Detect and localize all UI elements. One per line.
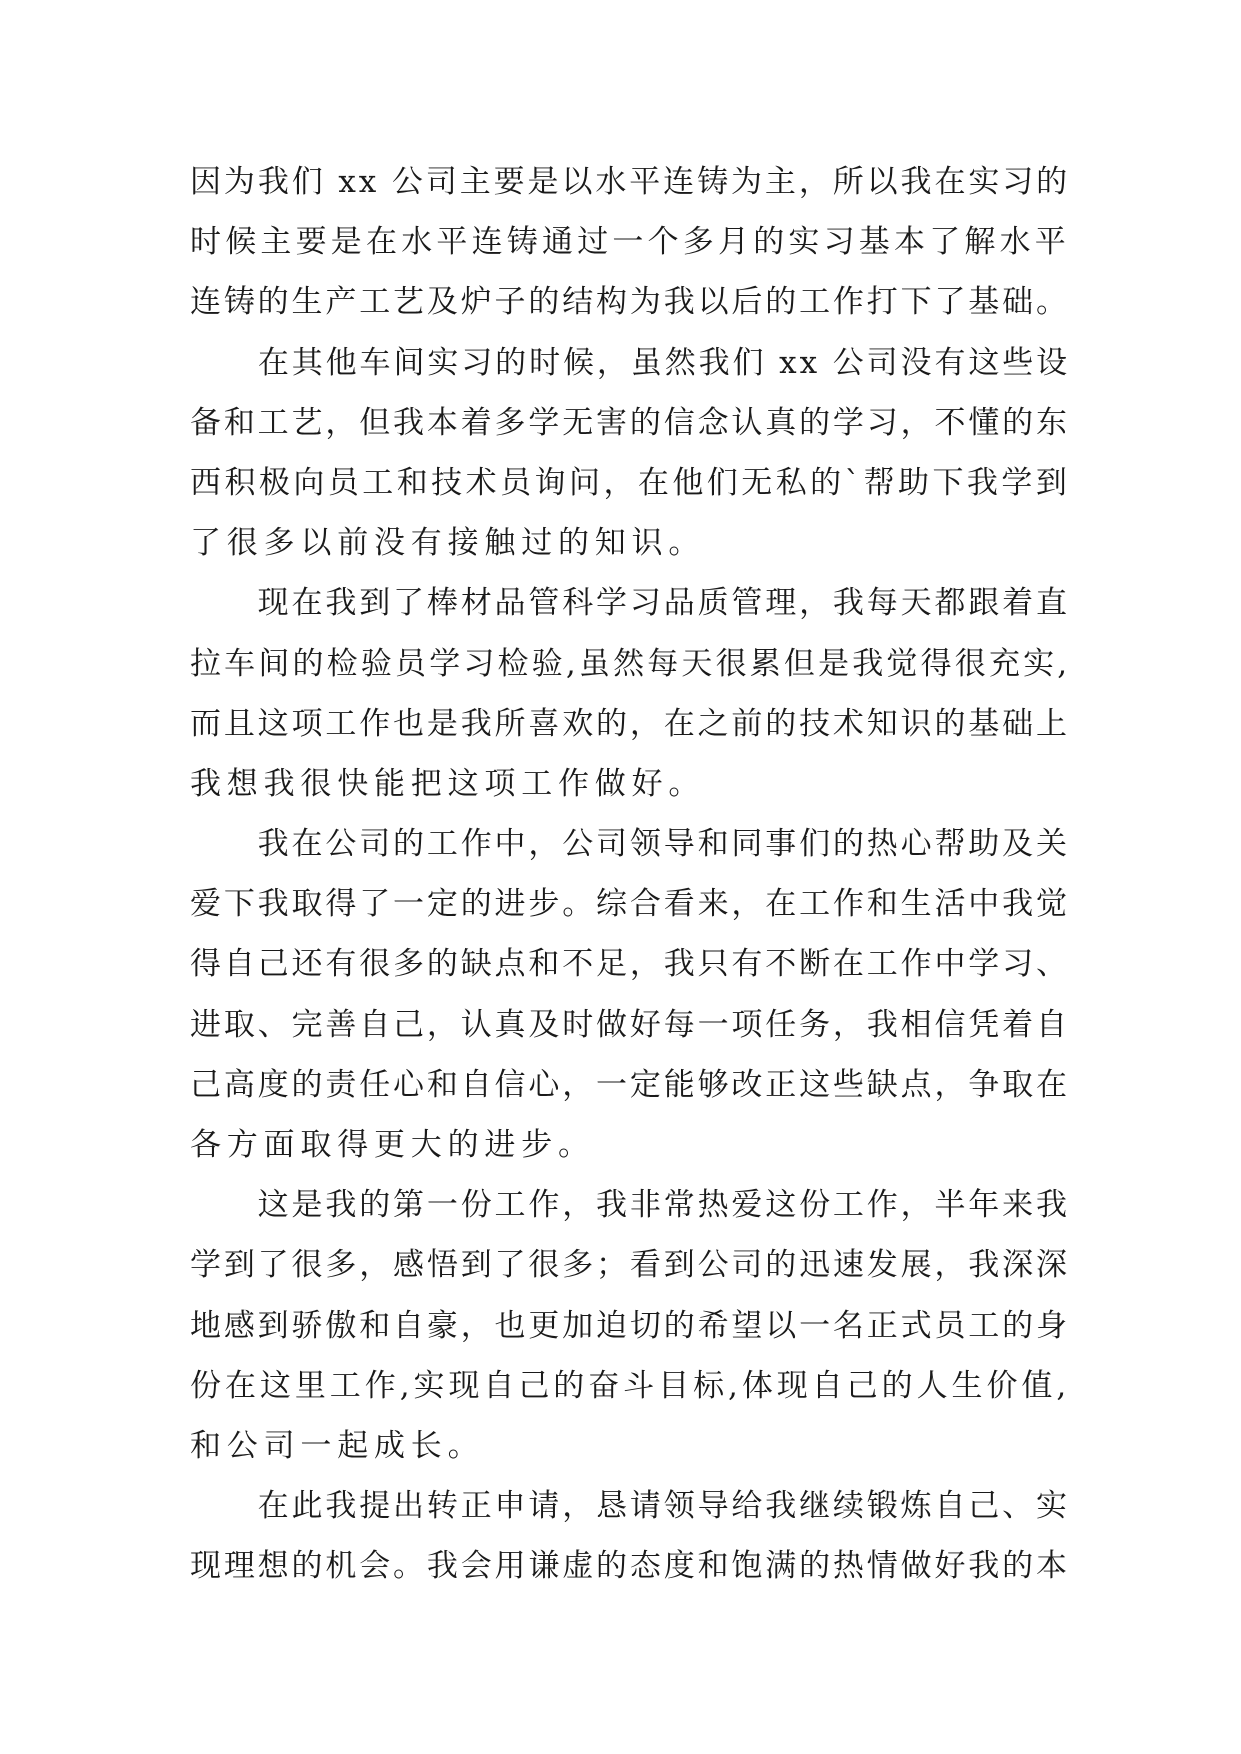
- text-line: 进取、完善自己，认真及时做好每一项任务，我相信凭着自: [190, 1006, 1070, 1043]
- text-line: 西积极向员工和技术员询问，在他们无私的`帮助下我学到: [190, 464, 1071, 501]
- text-line: 在其他车间实习的时候，虽然我们 xx 公司没有这些设: [190, 344, 1071, 381]
- text-line: 爱下我取得了一定的进步。综合看来，在工作和生活中我觉: [190, 886, 1070, 923]
- text-line: 地感到骄傲和自豪，也更加迫切的希望以一名正式员工的身: [190, 1307, 1070, 1344]
- text-line: 我想我很快能把这项工作做好。: [190, 765, 706, 802]
- text-line: 在此我提出转正申请，恳请领导给我继续锻炼自己、实: [190, 1488, 1070, 1525]
- text-line: 各方面取得更大的进步。: [190, 1127, 595, 1163]
- text-line: 备和工艺，但我本着多学无害的信念认真的学习，不懂的东: [190, 404, 1070, 441]
- text-line: 我在公司的工作中，公司领导和同事们的热心帮助及关: [190, 826, 1070, 863]
- text-line: 己高度的责任心和自信心，一定能够改正这些缺点，争取在: [190, 1066, 1070, 1103]
- text-line: 现在我到了棒材品管科学习品质管理，我每天都跟着直: [190, 585, 1070, 622]
- text-line: 连铸的生产工艺及炉子的结构为我以后的工作打下了基础。: [190, 284, 1070, 321]
- text-line: 了很多以前没有接触过的知识。: [190, 525, 706, 562]
- text-line: 学到了很多，感悟到了很多；看到公司的迅速发展，我深深: [190, 1247, 1070, 1284]
- text-line: 现理想的机会。我会用谦虚的态度和饱满的热情做好我的本: [190, 1548, 1070, 1585]
- text-line: 因为我们 xx 公司主要是以水平连铸为主，所以我在实习的: [190, 164, 1071, 200]
- text-line: 得自己还有很多的缺点和不足，我只有不断在工作中学习、: [190, 946, 1070, 983]
- text-line: 这是我的第一份工作，我非常热爱这份工作，半年来我: [190, 1187, 1070, 1224]
- text-line: 和公司一起成长。: [190, 1427, 485, 1464]
- document-body: [190, 152, 1070, 1597]
- text-line: 拉车间的检验员学习检验,虽然每天很累但是我觉得很充实,: [190, 645, 1071, 682]
- text-line: 时候主要是在水平连铸通过一个多月的实习基本了解水平: [190, 224, 1070, 261]
- text-line: 份在这里工作,实现自己的奋斗目标,体现自己的人生价值,: [190, 1367, 1071, 1404]
- text-line: 而且这项工作也是我所喜欢的，在之前的技术知识的基础上: [190, 705, 1070, 742]
